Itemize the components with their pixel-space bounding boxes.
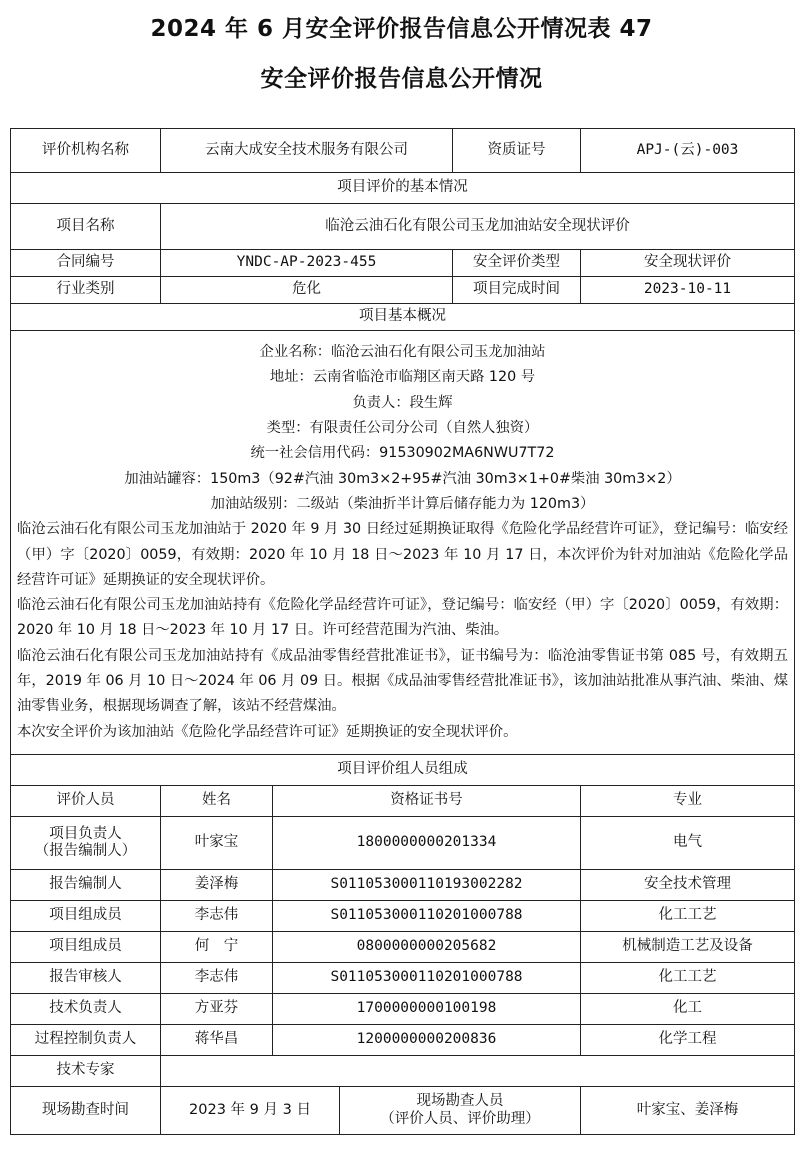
project-name-row [11,204,795,250]
team-role: 项目组成员 [11,901,161,932]
section-title-team: 项目评价组人员组成 [11,755,795,786]
survey-staff-label [340,1087,581,1135]
info-table [10,128,795,1135]
expert-row [11,1056,795,1087]
expert-value [161,1056,795,1087]
team-role: 技术负责人 [11,994,161,1025]
overview-paragraph: 临沧云油石化有限公司玉龙加油站持有《危险化学品经营许可证》，登记编号：临安经（甲）字〔2020〕0059，有效期：2020 年 10 月 18 日～2023 年 10 月 17 日。许可经营范围为汽油、柴油。 [17,597,788,639]
industry-value: 危化 [161,277,453,304]
cert-label: 资质证号 [453,129,581,173]
team-name: 李志伟 [161,901,273,932]
finish-time-label: 项目完成时间 [453,277,581,304]
survey-time-label: 现场勘查时间 [11,1087,161,1135]
industry-label: 行业类别 [11,277,161,304]
project-name-label: 项目名称 [11,204,161,250]
team-cert: 1200000000200836 [273,1025,581,1056]
overview-line: 地址：云南省临沧市临翔区南天路 120 号 [269,369,536,386]
industry-row [11,277,795,304]
table-row [11,963,795,994]
document-subtitle: 安全评价报告信息公开情况 [260,66,543,92]
overview-line: 统一社会信用代码：91530902MA6NWU7T72 [250,445,555,462]
team-role-note: （报告编制人） [34,843,137,859]
team-name: 叶家宝 [161,817,273,870]
team-role: 项目组成员 [11,932,161,963]
agency-row [11,129,795,173]
survey-staff-label-note: （评价人员、评价助理） [380,1110,540,1127]
agency-name-label: 评价机构名称 [11,129,161,173]
table-row [11,932,795,963]
team-role-line: 项目负责人 [49,825,122,842]
overview-paragraph: 本次安全评价为该加油站《危险化学品经营许可证》延期换证的安全现状评价。 [17,723,518,740]
team-major: 化工工艺 [581,901,795,932]
team-cert: S011053000110201000788 [273,901,581,932]
table-row [11,870,795,901]
team-name: 蒋华昌 [161,1025,273,1056]
team-cert: S011053000110193002282 [273,870,581,901]
expert-label: 技术专家 [11,1056,161,1087]
team-cert: 1800000000201334 [273,817,581,870]
team-header-row [11,786,795,817]
team-name: 方亚芬 [161,994,273,1025]
survey-row [11,1087,795,1135]
agency-name-value: 云南大成安全技术服务有限公司 [161,129,453,173]
project-name-value: 临沧云油石化有限公司玉龙加油站安全现状评价 [161,204,795,250]
overview-line: 加油站级别：二级站（柴油折半计算后储存能力为 120m3） [210,495,595,512]
team-cert: 1700000000100198 [273,994,581,1025]
team-name: 何 宁 [161,932,273,963]
team-header-cert: 资格证书号 [273,786,581,817]
overview-content [11,331,795,755]
overview-paragraph: 临沧云油石化有限公司玉龙加油站于 2020 年 9 月 30 日经过延期换证取得《危险化学品经营许可证》，登记编号：临安经（甲）字〔2020〕0059，有效期：2020 年 10 月 18 日～2023 年 10 月 17 日，本次评价为针对加油站《危险化学品经营许可证》延期换证的安全现状评价。 [17,521,788,588]
overview-line: 负责人：段生辉 [352,394,453,411]
team-cert: 0800000000205682 [273,932,581,963]
contract-label: 合同编号 [11,250,161,277]
survey-time-value: 2023 年 9 月 3 日 [161,1087,340,1135]
team-name: 李志伟 [161,963,273,994]
table-row [11,817,795,870]
team-major: 电气 [581,817,795,870]
table-row [11,901,795,932]
cert-value: APJ-(云)-003 [581,129,795,173]
team-header-role: 评价人员 [11,786,161,817]
overview-line: 企业名称：临沧云油石化有限公司玉龙加油站 [259,344,546,361]
survey-staff-label-line: 现场勘查人员 [416,1093,504,1110]
contract-value: YNDC-AP-2023-455 [161,250,453,277]
eval-type-label: 安全评价类型 [453,250,581,277]
finish-time-value: 2023-10-11 [581,277,795,304]
team-role [11,817,161,870]
team-major: 化学工程 [581,1025,795,1056]
document-title: 2024 年 6 月安全评价报告信息公开情况表 47 [150,16,653,42]
survey-staff-value: 叶家宝、姜泽梅 [581,1087,795,1135]
table-row [11,1025,795,1056]
overview-line: 加油站罐容：150m3（92#汽油 30m3×2+95#汽油 30m3×1+0#柴油 30m3×2） [124,470,681,487]
overview-paragraph: 临沧云油石化有限公司玉龙加油站持有《成品油零售经营批准证书》，证书编号为：临沧油零售证书第 085 号，有效期五年，2019 年 06 月 10 日～2024 年 06 月 09 日。根据《成品油零售经营批准证书》，该加油站批准从事汽油、柴油、煤油零售业务，根据现场调查了解，该站不经营煤油。 [17,647,788,715]
section-title-basic: 项目评价的基本情况 [11,173,795,204]
contract-row [11,250,795,277]
team-major: 化工 [581,994,795,1025]
team-header-name: 姓名 [161,786,273,817]
team-cert: S011053000110201000788 [273,963,581,994]
team-role: 报告编制人 [11,870,161,901]
team-major: 安全技术管理 [581,870,795,901]
team-major: 机械制造工艺及设备 [581,932,795,963]
section-title-overview: 项目基本概况 [11,304,795,331]
team-name: 姜泽梅 [161,870,273,901]
team-major: 化工工艺 [581,963,795,994]
team-role: 过程控制负责人 [11,1025,161,1056]
team-role: 报告审核人 [11,963,161,994]
table-row [11,994,795,1025]
overview-line: 类型：有限责任公司分公司（自然人独资） [266,420,539,437]
team-header-major: 专业 [581,786,795,817]
eval-type-value: 安全现状评价 [581,250,795,277]
